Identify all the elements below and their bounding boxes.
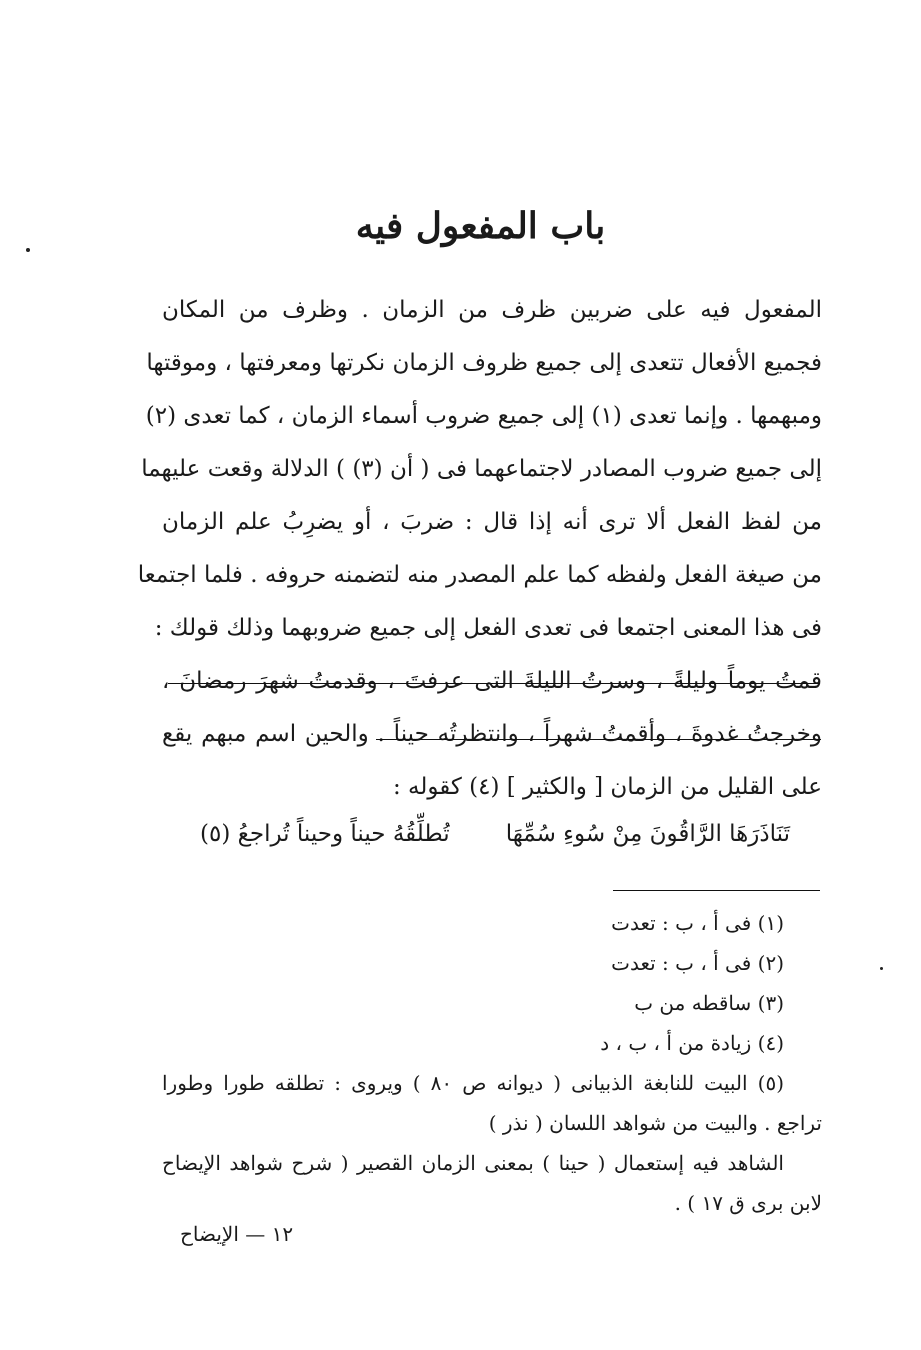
- page-footer: ١٢ — الإيضاح: [180, 1222, 294, 1246]
- chapter-title: باب المفعول فيه: [355, 205, 606, 247]
- text-line: من لفظ الفعل ألا ترى أنه إذا قال : ضربَ ، أو يضرِبُ علم الزمان: [162, 509, 822, 535]
- footnote: (٤) زيادة من أ ، ب ، د: [600, 1031, 784, 1055]
- horizontal-rule: [168, 683, 820, 684]
- poetry-verse: [200, 812, 790, 856]
- footnote: (٥) البيت للنابغة الذبيانى ( ديوانه ص ٨٠ ) ويروى : تطلقه طورا وطورا: [162, 1071, 784, 1095]
- text-line: من صيغة الفعل ولفظه كما علم المصدر منه لتضمنه حروفه . فلما اجتمعا: [137, 562, 822, 588]
- main-paragraph: [137, 284, 822, 814]
- text-line: ومبهمها . وإنما تعدى (١) إلى جميع ضروب أسماء الزمان ، كما تعدى (٢): [145, 403, 822, 429]
- footnote-separator: [613, 890, 820, 891]
- verse-hemistich-first: تُطلِّقُهُ حيناً وحيناً تُراجعُ (٥): [200, 821, 450, 847]
- text-underline: [376, 739, 821, 740]
- footnote: (١) فى أ ، ب : تعدت: [611, 911, 784, 935]
- text-line: فى هذا المعنى اجتمعا فى تعدى الفعل إلى جميع ضروبهما وذلك قولك :: [154, 615, 822, 641]
- footnote: الشاهد فيه إستعمال ( حينا ) بمعنى الزمان القصير ( شرح شواهد الإيضاح: [162, 1151, 784, 1175]
- text-line: فجميع الأفعال تتعدى إلى جميع ظروف الزمان نكرتها ومعرفتها ، وموقتها: [146, 350, 822, 376]
- footnotes: [162, 903, 822, 1223]
- text-line: إلى جميع ضروب المصادر لاجتماعهما فى ( أن (٣) ) الدلالة وقعت عليهما: [141, 456, 822, 482]
- verse-hemistich-second: تَنَاذَرَهَا الرَّاقُونَ مِنْ سُوءِ سُمِّهَا: [505, 821, 790, 847]
- footnote-continuation: لابن برى ق ١٧ ) .: [674, 1191, 822, 1215]
- footnote: (٣) ساقطه من ب: [634, 991, 784, 1015]
- text-line: قمتُ يوماً وليلةً ، وسرتُ الليلةَ التى عرفتَ ، وقدمتُ شهرَ رمضانَ ،: [162, 668, 822, 694]
- text-line: المفعول فيه على ضربين ظرف من الزمان . وظرف من المكان: [162, 297, 822, 323]
- text-line: وخرجتُ غدوةَ ، وأقمتُ شهراً ، وانتظرتُه حيناً . والحين اسم مبهم يقع: [162, 721, 822, 747]
- ink-speck: [26, 248, 30, 252]
- ink-speck: [880, 967, 883, 970]
- footnote: (٢) فى أ ، ب : تعدت: [611, 951, 784, 975]
- text-line: على القليل من الزمان [ والكثير ] (٤) كقوله :: [392, 774, 822, 800]
- footnote-continuation: تراجع . والبيت من شواهد اللسان ( نذر ): [488, 1111, 822, 1135]
